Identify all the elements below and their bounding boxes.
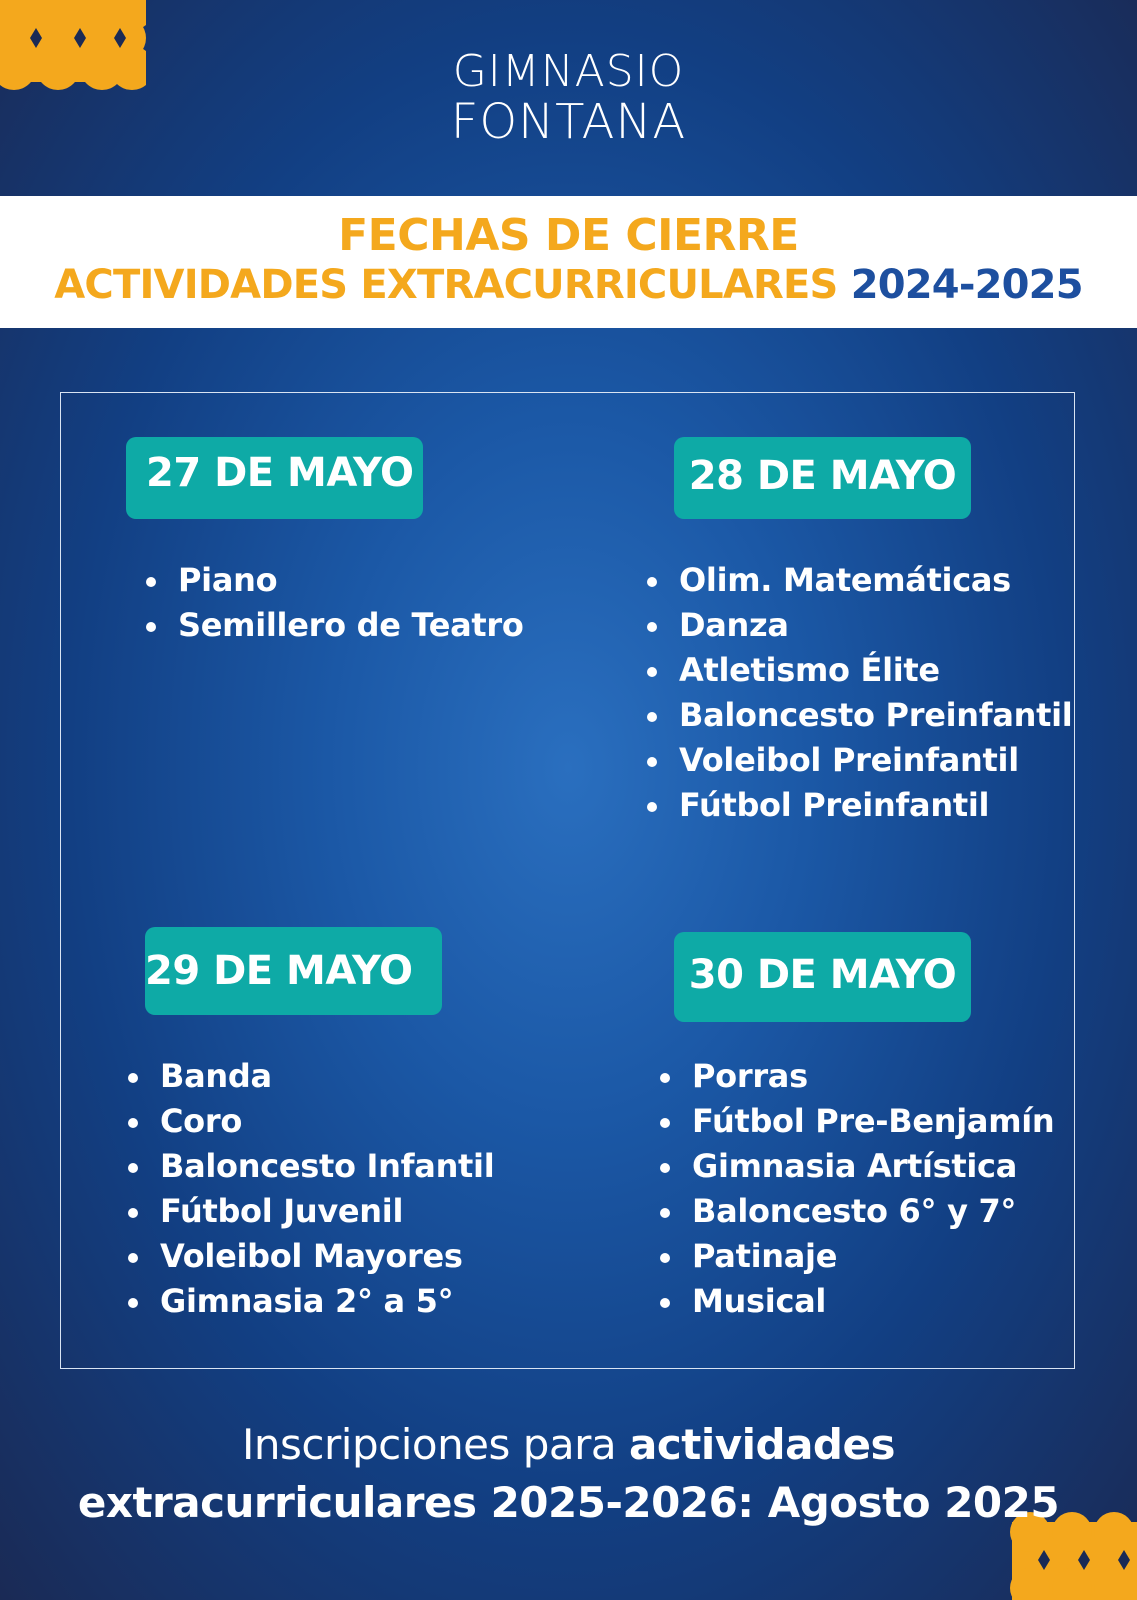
date-badge-29: 29 DE MAYO bbox=[145, 927, 442, 1015]
registration-note bbox=[0, 1416, 1137, 1532]
list-item: Baloncesto Preinfantil bbox=[647, 693, 1072, 738]
list-item: Fútbol Pre-Benjamín bbox=[660, 1099, 1054, 1144]
list-item: Piano bbox=[146, 558, 524, 603]
list-item: Musical bbox=[660, 1279, 1054, 1324]
banner-subtitle-text: ACTIVIDADES EXTRACURRICULARES bbox=[54, 262, 838, 308]
activity-list-30 bbox=[660, 1054, 1054, 1324]
list-item: Banda bbox=[128, 1054, 494, 1099]
banner-subtitle bbox=[0, 262, 1137, 308]
list-item: Fútbol Juvenil bbox=[128, 1189, 494, 1234]
list-item: Porras bbox=[660, 1054, 1054, 1099]
date-badge-27: 27 DE MAYO bbox=[126, 437, 423, 519]
list-item: Baloncesto 6° y 7° bbox=[660, 1189, 1054, 1234]
list-item: Semillero de Teatro bbox=[146, 603, 524, 648]
list-item: Danza bbox=[647, 603, 1072, 648]
list-item: Gimnasia 2° a 5° bbox=[128, 1279, 494, 1324]
list-item: Atletismo Élite bbox=[647, 648, 1072, 693]
registration-note-line-2: extracurriculares 2025-2026: Agosto 2025 bbox=[77, 1478, 1060, 1527]
list-item: Patinaje bbox=[660, 1234, 1054, 1279]
title-banner bbox=[0, 196, 1137, 328]
banner-title: FECHAS DE CIERRE bbox=[338, 210, 799, 261]
list-item: Voleibol Mayores bbox=[128, 1234, 494, 1279]
school-logo bbox=[0, 48, 1137, 148]
footer-prefix: Inscripciones para bbox=[242, 1420, 630, 1469]
list-item: Coro bbox=[128, 1099, 494, 1144]
list-item: Fútbol Preinfantil bbox=[647, 783, 1072, 828]
activity-list-28 bbox=[647, 558, 1072, 828]
logo-line-1: GIMNASIO bbox=[452, 46, 685, 97]
activity-list-27 bbox=[146, 558, 524, 648]
list-item: Baloncesto Infantil bbox=[128, 1144, 494, 1189]
registration-note-line-1 bbox=[0, 1416, 1137, 1474]
footer-highlight: actividades bbox=[629, 1420, 895, 1469]
date-badge-28: 28 DE MAYO bbox=[674, 437, 971, 519]
list-item: Voleibol Preinfantil bbox=[647, 738, 1072, 783]
list-item: Gimnasia Artística bbox=[660, 1144, 1054, 1189]
list-item: Olim. Matemáticas bbox=[647, 558, 1072, 603]
logo-line-2: FONTANA bbox=[450, 94, 687, 150]
banner-year: 2024-2025 bbox=[850, 262, 1083, 308]
activity-list-29 bbox=[128, 1054, 494, 1324]
date-badge-30: 30 DE MAYO bbox=[674, 932, 971, 1022]
